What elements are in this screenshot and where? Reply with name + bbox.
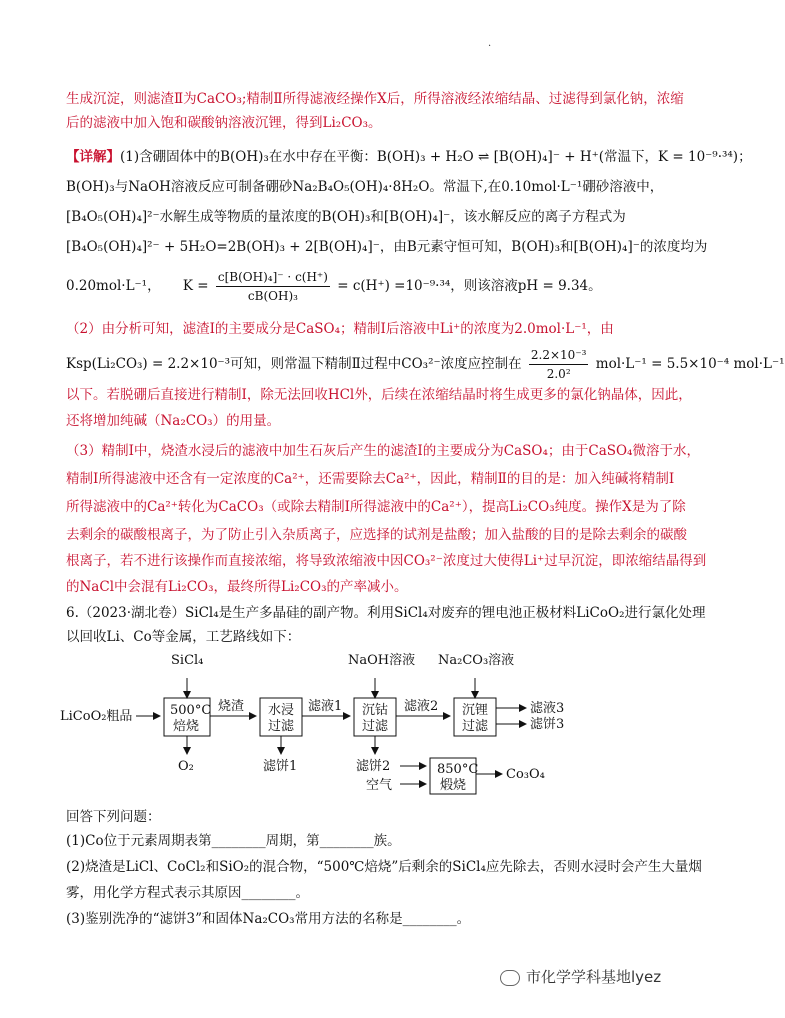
- box4-line2: 过滤: [462, 719, 489, 734]
- box5-line2: 煅烧: [440, 778, 467, 793]
- header-dot: .: [488, 38, 492, 49]
- label-burn-residue: 烧渣: [218, 699, 245, 714]
- k-denominator: cB(OH)₃: [247, 289, 298, 303]
- q6-line-2: 以回收Li、Co等金属，工艺路线如下：: [66, 629, 301, 645]
- analysis-line-2: 后的滤液中加入饱和碳酸钠溶液沉锂，得到Li₂CO₃。: [66, 115, 382, 131]
- detail-text-5b: = c(H⁺) =10⁻⁹·³⁴，则该溶液pH = 9.34。: [337, 278, 602, 294]
- box3-line2: 过滤: [362, 719, 389, 734]
- detail-line-5: [66, 268, 602, 305]
- label-cake2: 滤饼2: [356, 759, 391, 774]
- label-filtrate2: 滤液2: [404, 699, 439, 714]
- analysis-line-1: 生成沉淀，则滤渣Ⅱ为CaCO₃;精制Ⅱ所得滤液经操作X后，所得溶液经浓缩结晶、过滤得到氯化钠，浓缩: [66, 91, 684, 107]
- q6-line-1: 6.（2023·湖北卷）SiCl₄是生产多晶硅的副产物。利用SiCl₄对废弃的锂电池正极材料LiCoO₂进行氯化处理: [66, 605, 706, 621]
- part2-line-4: 还将增加纯碱（Na₂CO₃）的用量。: [66, 413, 281, 429]
- wechat-icon: [500, 970, 520, 986]
- part3-line-2: 精制Ⅰ所得滤液中还含有一定浓度的Ca²⁺，还需要除去Ca²⁺，因此，精制Ⅱ的目的是：加入纯碱将精制Ⅰ: [66, 471, 675, 487]
- detail-line-1: [66, 148, 752, 166]
- detail-line-2: B(OH)₃与NaOH溶液反应可制备硼砂Na₂B₄O₅(OH)₄·8H₂O。常温下,在0.10mol·L⁻¹硼砂溶液中，: [66, 179, 664, 195]
- box1-line2: 焙烧: [173, 719, 200, 734]
- part2-text-2a: Ksp(Li₂CO₃) = 2.2×10⁻³可知，则常温下精制Ⅱ过程中CO₃²⁻浓度应控制在: [66, 356, 522, 372]
- label-o2: O₂: [178, 759, 194, 774]
- process-flowchart: [60, 640, 660, 800]
- detail-text-5a: 0.20mol·L⁻¹，: [66, 278, 161, 294]
- box2-line2: 过滤: [268, 719, 295, 734]
- part3-line-5: 根离子，若不进行该操作而直接浓缩，将导致浓缩液中因CO₃²⁻浓度过大使得Li⁺过早沉淀，即浓缩结晶得到: [66, 553, 707, 569]
- watermark-text: 市化学学科基地lyez: [526, 968, 662, 986]
- detail-tag: 【详解】: [66, 149, 120, 165]
- k-numerator: c[B(OH)₄]⁻ · c(H⁺): [216, 268, 330, 287]
- box2-line1: 水浸: [268, 703, 295, 718]
- co3-denominator: 2.0²: [546, 367, 571, 381]
- part2-line-3: 以下。若脱硼后直接进行精制Ⅰ，除无法回收HCl外，后续在浓缩结晶时将生成更多的氯化钠晶体，因此，: [66, 387, 692, 403]
- question-2-line-2: 雾，用化学方程式表示其原因________。: [66, 885, 309, 901]
- co3-numerator: 2.2×10⁻³: [529, 346, 589, 365]
- question-3: (3)鉴别洗净的“滤饼3”和固体Na₂CO₃常用方法的名称是________。: [66, 911, 471, 927]
- k-symbol: K =: [182, 278, 209, 294]
- question-1: (1)Co位于元素周期表第________周期，第________族。: [66, 833, 401, 849]
- label-licoo2: LiCoO₂粗品: [60, 709, 133, 724]
- box3-line1: 沉钴: [362, 703, 389, 718]
- detail-line-4: [B₄O₅(OH)₄]²⁻ + 5H₂O=2B(OH)₃ + 2[B(OH)₄]⁻，由B元素守恒可知，B(OH)₃和[B(OH)₄]⁻的浓度均为: [66, 239, 708, 255]
- detail-text-1: (1)含硼固体中的B(OH)₃在水中存在平衡：B(OH)₃ + H₂O ⇌ [B(OH)₄]⁻ + H⁺(常温下，K = 10⁻⁹·³⁴)；: [120, 149, 752, 165]
- part3-line-6: 的NaCl中会混有Li₂CO₃，最终所得Li₂CO₃的产率减小。: [66, 579, 408, 595]
- box1-line1: 500°C: [170, 703, 212, 718]
- part3-line-4: 去剩余的碳酸根离子，为了防止引入杂质离子，应选择的试剂是盐酸；加入盐酸的目的是除去剩余的碳酸: [66, 527, 687, 543]
- label-naoh: NaOH溶液: [348, 653, 416, 668]
- label-cake3: 滤饼3: [530, 717, 565, 732]
- part3-line-1: （3）精制Ⅰ中，烧渣水浸后的滤液中加生石灰后产生的滤渣Ⅰ的主要成分为CaSO₄；由于CaSO₄微溶于水，: [66, 443, 700, 459]
- k-fraction: [216, 268, 330, 305]
- box4-line1: 沉锂: [462, 703, 489, 718]
- questions-intro: 回答下列问题：: [66, 809, 161, 825]
- question-2-line-1: (2)烧渣是LiCl、CoCl₂和SiO₂的混合物，“500℃焙烧”后剩余的SiCl₄应先除去，否则水浸时会产生大量烟: [66, 859, 702, 875]
- detail-line-3: [B₄O₅(OH)₄]²⁻水解生成等物质的量浓度的B(OH)₃和[B(OH)₄]⁻，该水解反应的离子方程式为: [66, 209, 626, 225]
- label-air: 空气: [366, 778, 393, 793]
- part3-line-3: 所得滤液中的Ca²⁺转化为CaCO₃（或除去精制Ⅰ所得滤液中的Ca²⁺），提高Li₂CO₃纯度。操作X是为了除: [66, 499, 686, 515]
- co3-fraction: [529, 346, 589, 383]
- part2-line-2: [66, 346, 785, 383]
- label-na2co3: Na₂CO₃溶液: [438, 653, 515, 668]
- label-sicl4: SiCl₄: [171, 653, 204, 668]
- label-cake1: 滤饼1: [263, 759, 298, 774]
- label-co3o4: Co₃O₄: [506, 767, 545, 782]
- label-filtrate1: 滤液1: [308, 699, 343, 714]
- part2-text-2b: mol·L⁻¹ = 5.5×10⁻⁴ mol·L⁻¹: [595, 356, 785, 372]
- box5-line1: 850°C: [437, 762, 479, 777]
- label-filtrate3: 滤液3: [530, 701, 565, 716]
- watermark: [500, 966, 661, 987]
- part2-line-1: （2）由分析可知，滤渣Ⅰ的主要成分是CaSO₄；精制Ⅰ后溶液中Li⁺的浓度为2.0mol·L⁻¹，由: [66, 321, 614, 337]
